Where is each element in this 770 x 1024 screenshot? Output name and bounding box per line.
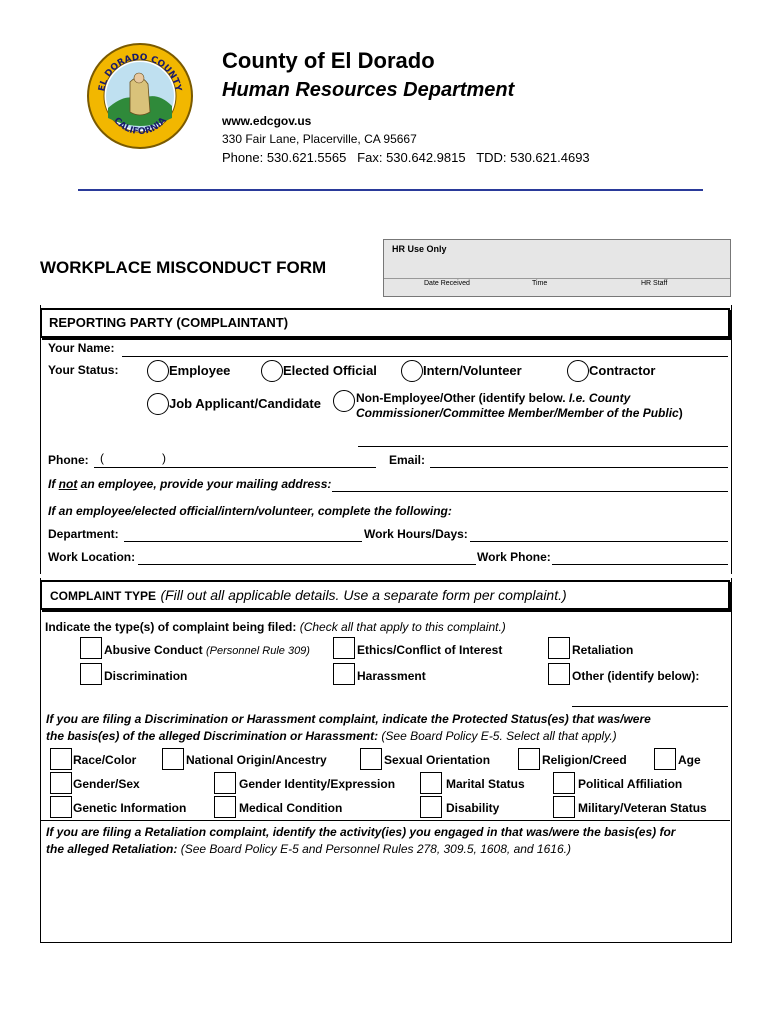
retaliation-activity-field[interactable] xyxy=(44,862,726,938)
age-checkbox[interactable] xyxy=(654,748,676,770)
military-checkbox[interactable] xyxy=(553,796,575,818)
gender-identity-label: Gender Identity/Expression xyxy=(239,777,396,791)
status-contractor-radio[interactable] xyxy=(567,360,589,382)
complaint-heading: COMPLAINT TYPE xyxy=(50,589,157,603)
your-status-label: Your Status: xyxy=(48,363,119,377)
retaliation-checkbox[interactable] xyxy=(548,637,570,659)
complaint-heading-box xyxy=(40,580,730,610)
genetic-label: Genetic Information xyxy=(73,801,187,815)
genetic-checkbox[interactable] xyxy=(50,796,72,818)
complaint-indicate: Indicate the type(s) of complaint being filed: (Check all that apply to this complaint.) xyxy=(45,620,506,634)
gender-identity-checkbox[interactable] xyxy=(214,772,236,794)
retaliation-instruction: If you are filing a Retaliation complaint, identify the activity(ies) you engaged in that was/were the basis(es) for the alleged Retaliation: (See Board Policy E-5 and Personnel Rules 278, 309.5, 1608, and 1616.) xyxy=(46,825,676,856)
phone-label: Phone: xyxy=(48,453,89,467)
protected-status-instruction: If you are filing a Discrimination or Harassment complaint, indicate the Protected Status(es) that was/were the basis(es) of the alleged Discrimination or Harassment: (See Board Policy E-5. Select all that apply.) xyxy=(46,712,651,743)
disability-checkbox[interactable] xyxy=(420,796,442,818)
work-location-label: Work Location: xyxy=(48,550,136,564)
county-seal xyxy=(86,42,194,150)
hr-box-title: HR Use Only xyxy=(392,244,447,254)
religion-checkbox[interactable] xyxy=(518,748,540,770)
status-employee-radio[interactable] xyxy=(147,360,169,382)
work-hours-field[interactable] xyxy=(470,541,728,542)
military-label: Military/Veteran Status xyxy=(578,801,707,815)
retaliation-label: Retaliation xyxy=(572,643,634,657)
medical-checkbox[interactable] xyxy=(214,796,236,818)
email-label: Email: xyxy=(389,453,426,467)
mailing-address-label: If not an employee, provide your mailing address: xyxy=(48,477,332,491)
political-label: Political Affiliation xyxy=(578,777,683,791)
website[interactable]: www.edcgov.us xyxy=(222,114,312,128)
gender-label: Gender/Sex xyxy=(73,777,140,791)
status-intern-label: Intern/Volunteer xyxy=(423,363,522,378)
work-hours-label: Work Hours/Days: xyxy=(364,527,468,541)
sexual-orientation-label: Sexual Orientation xyxy=(384,753,491,767)
marital-label: Marital Status xyxy=(446,777,525,791)
hr-box-rule xyxy=(384,278,730,279)
other-checkbox[interactable] xyxy=(548,663,570,685)
religion-label: Religion/Creed xyxy=(542,753,627,767)
ethics-label: Ethics/Conflict of Interest xyxy=(357,643,503,657)
marital-checkbox[interactable] xyxy=(420,772,442,794)
work-location-field[interactable] xyxy=(138,564,476,565)
contact-line: Phone: 530.621.5565 Fax: 530.642.9815 TDD: 530.621.4693 xyxy=(222,150,590,165)
disability-label: Disability xyxy=(446,801,500,815)
status-applicant-label: Job Applicant/Candidate xyxy=(169,396,321,411)
medical-label: Medical Condition xyxy=(239,801,343,815)
your-name-label: Your Name: xyxy=(48,341,115,355)
sexual-orientation-checkbox[interactable] xyxy=(360,748,382,770)
protected-divider xyxy=(41,820,730,821)
other-label: Other (identify below): xyxy=(572,669,700,683)
reporting-heading: REPORTING PARTY (COMPLAINTANT) xyxy=(49,315,289,330)
hr-use-box xyxy=(383,239,731,297)
national-origin-checkbox[interactable] xyxy=(162,748,184,770)
phone-field[interactable] xyxy=(94,467,376,468)
political-checkbox[interactable] xyxy=(553,772,575,794)
org-name: County of El Dorado xyxy=(222,48,435,73)
abusive-label: Abusive Conduct (Personnel Rule 309) xyxy=(104,643,310,657)
discrimination-label: Discrimination xyxy=(104,669,188,683)
form-title: WORKPLACE MISCONDUCT FORM xyxy=(40,258,327,277)
reporting-heading-box xyxy=(40,308,730,338)
ethics-checkbox[interactable] xyxy=(333,637,355,659)
phone-paren-open: ( xyxy=(100,451,104,465)
abusive-checkbox[interactable] xyxy=(80,637,102,659)
status-elected-label: Elected Official xyxy=(283,363,377,378)
employee-note: If an employee/elected official/intern/volunteer, complete the following: xyxy=(48,504,452,518)
work-phone-field[interactable] xyxy=(552,564,728,565)
address: 330 Fair Lane, Placerville, CA 95667 xyxy=(222,132,417,146)
work-phone-label: Work Phone: xyxy=(477,550,551,564)
status-nonemployee-label: Non-Employee/Other (identify below. I.e. County Commissioner/Committee Member/Member of the Public) xyxy=(356,391,683,420)
status-nonemployee-radio[interactable] xyxy=(333,390,355,412)
seal-top-text: EL DORADO COUNTY xyxy=(97,52,183,93)
status-intern-radio[interactable] xyxy=(401,360,423,382)
discrimination-checkbox[interactable] xyxy=(80,663,102,685)
race-label: Race/Color xyxy=(73,753,137,767)
phone-paren-close: ) xyxy=(162,451,166,465)
seal-bottom-text: CALIFORNIA xyxy=(111,115,169,138)
hr-time: Time xyxy=(532,280,548,287)
hr-staff: HR Staff xyxy=(641,280,668,287)
other-identify-field[interactable] xyxy=(572,706,728,707)
dept-name: Human Resources Department xyxy=(222,79,515,101)
gender-checkbox[interactable] xyxy=(50,772,72,794)
status-employee-label: Employee xyxy=(169,363,231,378)
national-origin-label: National Origin/Ancestry xyxy=(186,753,327,767)
status-elected-radio[interactable] xyxy=(261,360,283,382)
nonemployee-identify-field[interactable] xyxy=(358,446,728,447)
status-applicant-radio[interactable] xyxy=(147,393,169,415)
status-contractor-label: Contractor xyxy=(589,363,656,378)
email-field[interactable] xyxy=(430,467,728,468)
harassment-label: Harassment xyxy=(357,669,426,683)
race-checkbox[interactable] xyxy=(50,748,72,770)
harassment-checkbox[interactable] xyxy=(333,663,355,685)
complaint-heading-note: (Fill out all applicable details. Use a separate form per complaint.) xyxy=(160,587,567,603)
your-name-field[interactable] xyxy=(122,356,728,357)
header-divider xyxy=(78,189,703,191)
department-label: Department: xyxy=(48,527,119,541)
department-field[interactable] xyxy=(124,541,362,542)
mailing-address-field[interactable] xyxy=(332,491,728,492)
age-label: Age xyxy=(678,753,701,767)
hr-date-received: Date Received xyxy=(424,280,470,287)
